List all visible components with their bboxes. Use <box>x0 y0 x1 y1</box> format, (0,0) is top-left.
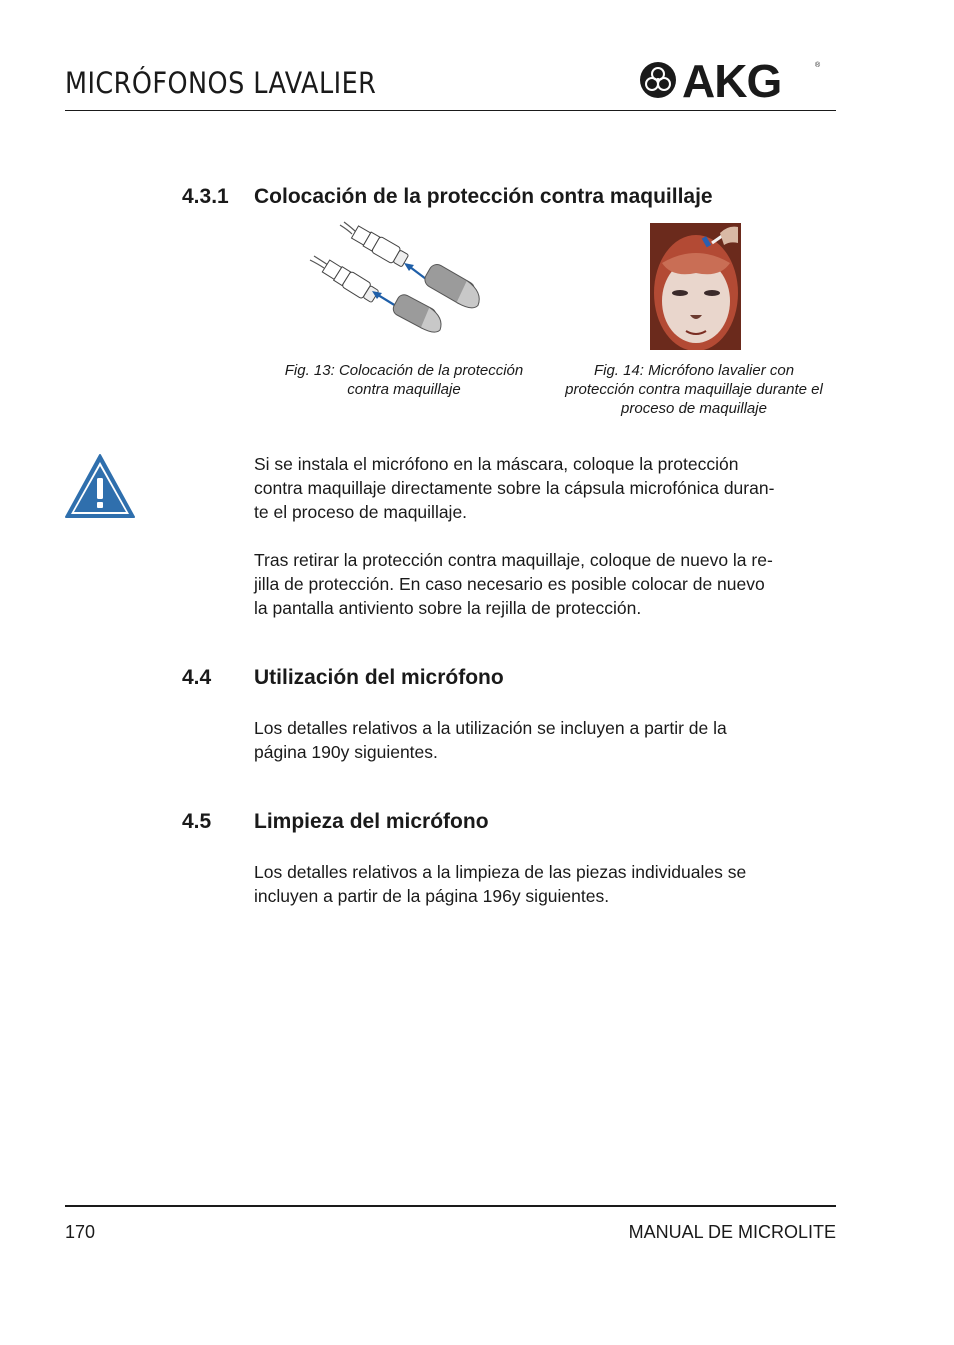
warning-paragraph <box>254 452 838 524</box>
text-line: Los detalles relativos a la utilización se incluyen a partir de la <box>254 718 727 738</box>
page-number: 170 <box>65 1222 96 1242</box>
header-rule <box>65 110 836 111</box>
section-number: 4.3.1 <box>182 185 229 208</box>
microphone-cap-diagram-icon <box>300 220 490 340</box>
akg-logo <box>638 55 822 107</box>
akg-emblem-icon <box>638 60 678 100</box>
text-line: contra maquillaje directamente sobre la cápsula microfónica duran- <box>254 478 775 498</box>
makeup-face-photo <box>650 223 741 350</box>
text-line: Si se instala el micrófono en la máscara, coloque la protección <box>254 454 739 474</box>
page-header-title: MICRÓFONOS LAVALIER <box>65 66 377 100</box>
text-line: la pantalla antiviento sobre la rejilla de protección. <box>254 598 642 618</box>
footer-rule <box>65 1205 836 1207</box>
text-line: Los detalles relativos a la limpieza de las piezas individuales se <box>254 862 747 882</box>
section-number: 4.5 <box>182 810 212 833</box>
paragraph <box>254 860 838 908</box>
caption-line: Fig. 14: Micrófono lavalier con <box>593 362 795 379</box>
section-title: Colocación de la protección contra maquillaje <box>254 185 713 208</box>
caption-line: contra maquillaje <box>347 381 461 398</box>
text-line: te el proceso de maquillaje. <box>254 502 468 522</box>
figure-13-caption <box>264 361 544 399</box>
paragraph <box>254 716 838 764</box>
text-line: Tras retirar la protección contra maquillaje, coloque de nuevo la re- <box>254 550 773 570</box>
manual-title: MANUAL DE MICROLITE <box>628 1222 836 1242</box>
logo-wordmark: AKG <box>682 55 782 107</box>
caption-line: proceso de maquillaje <box>621 400 767 417</box>
text-line: incluyen a partir de la página 196y siguientes. <box>254 886 610 906</box>
warning-triangle-icon <box>63 452 137 520</box>
registered-mark: ® <box>815 62 821 69</box>
caption-line: protección contra maquillaje durante el <box>565 381 823 398</box>
section-number: 4.4 <box>182 666 212 689</box>
section-title: Limpieza del micrófono <box>254 810 489 833</box>
section-title: Utilización del micrófono <box>254 666 504 689</box>
paragraph <box>254 548 838 620</box>
text-line: jilla de protección. En caso necesario es posible colocar de nuevo <box>254 574 765 594</box>
figure-14-caption <box>548 361 840 418</box>
text-line: página 190y siguientes. <box>254 742 438 762</box>
caption-line: Fig. 13: Colocación de la protección <box>284 362 524 379</box>
